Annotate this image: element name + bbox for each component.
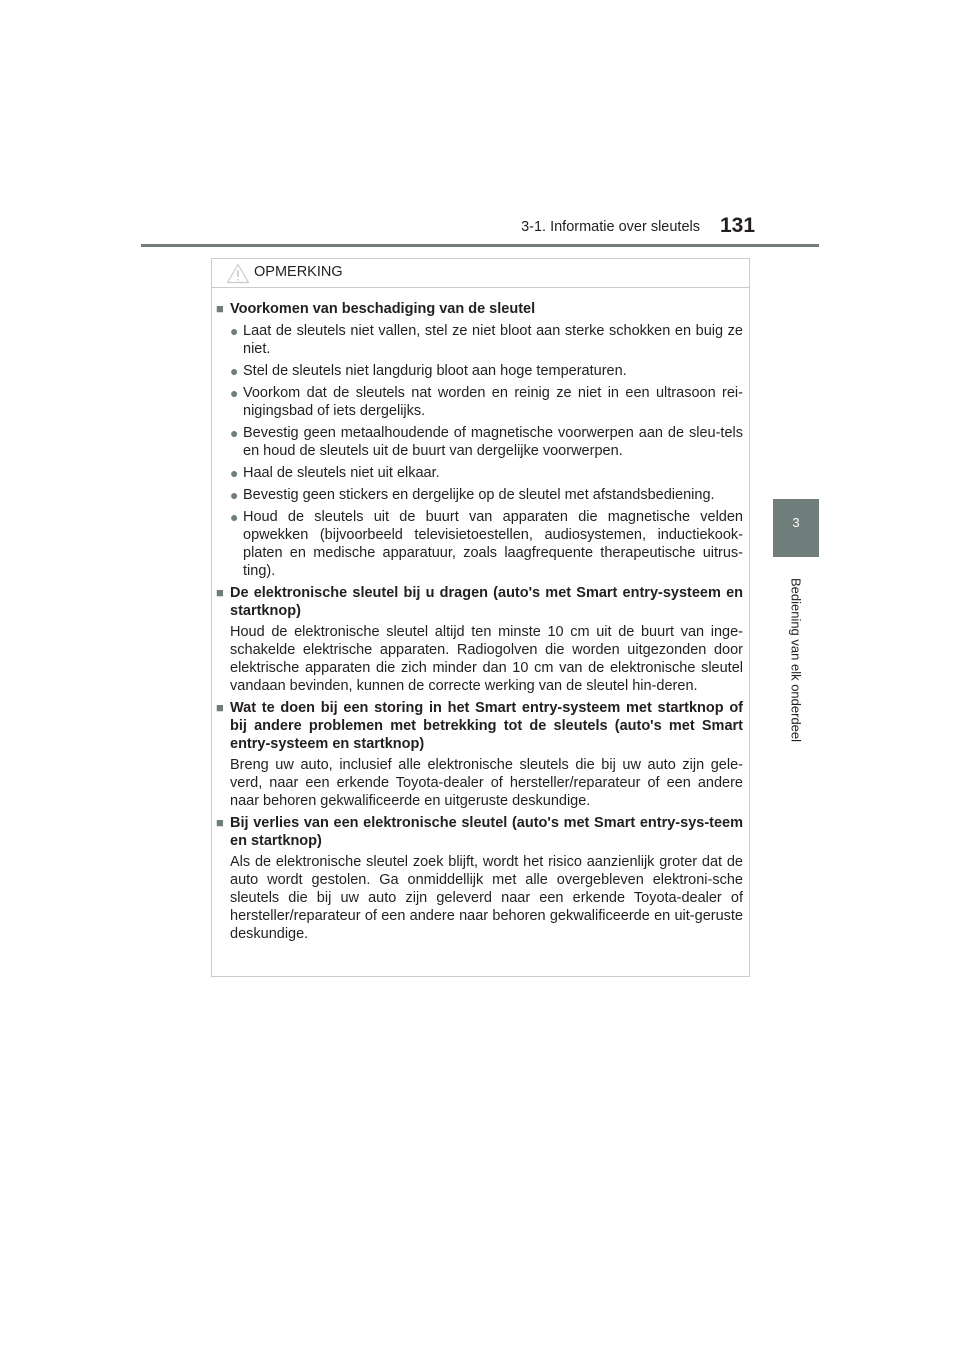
- section-heading: ■ Wat te doen bij een storing in het Smart entry-systeem met startknop of bij andere problemen met betrekking tot de sleutels (auto's met Smart entry-systeem en startknop): [216, 700, 743, 752]
- round-bullet-icon: ●: [230, 385, 239, 401]
- section-text: Houd de elektronische sleutel altijd ten minste 10 cm uit de buurt van inge-schakelde elektrische apparaten. Radiogolven die worden uitgezonden door elektrische apparaten die zich minder dan 10 cm van de elektronische sleutel vandaan bevinden, kunnen de correcte werking van de sleutel hin-deren.: [230, 624, 743, 694]
- square-bullet-icon: ■: [216, 585, 224, 600]
- list-item: ● Bevestig geen stickers en dergelijke op de sleutel met afstandsbediening.: [230, 487, 715, 503]
- round-bullet-icon: ●: [230, 487, 239, 503]
- chapter-side-label: Bediening van elk onderdeel: [788, 577, 804, 743]
- list-item: ● Bevestig geen metaalhoudende of magnetische voorwerpen aan de sleu-tels en houd de sleutels uit de buurt van dergelijke voorwerpen.: [230, 425, 743, 459]
- round-bullet-icon: ●: [230, 363, 239, 379]
- chapter-tab-number: 3: [792, 515, 800, 530]
- notice-body: [212, 288, 749, 943]
- list-item: ● Haal de sleutels niet uit elkaar.: [230, 465, 440, 481]
- section-heading: ■ De elektronische sleutel bij u dragen (auto's met Smart entry-systeem en startknop): [216, 585, 743, 619]
- section-malfunction: [216, 699, 743, 810]
- warning-triangle-icon: [226, 263, 250, 284]
- section-key-damage: [216, 300, 743, 580]
- round-bullet-icon: ●: [230, 465, 239, 481]
- list-item: ● Stel de sleutels niet langdurig bloot aan hoge temperaturen.: [230, 363, 627, 379]
- round-bullet-icon: ●: [230, 323, 239, 339]
- square-bullet-icon: ■: [216, 301, 224, 316]
- section-text: Als de elektronische sleutel zoek blijft, wordt het risico aanzienlijk groter dat de auto wordt gestolen. Ga onmiddellijk met alle overgebleven elektroni-sche sleutels die bij uw auto zijn geleverd naar een erkende Toyota-dealer of hersteller/reparateur of een andere naar behoren gekwalificeerde en uit-geruste deskundige.: [230, 854, 743, 942]
- header-rule: [141, 244, 819, 247]
- page-number: 131: [720, 214, 756, 237]
- round-bullet-icon: ●: [230, 425, 239, 441]
- list-item: ● Houd de sleutels uit de buurt van apparaten die magnetische velden opwekken (bijvoorbeeld televisietoestellen, audiosystemen, inductiekook-platen en medische apparatuur, zoals laagfrequente therapeutische uitrus-ting).: [230, 509, 743, 579]
- header-title: 3-1. Informatie over sleutels: [521, 219, 700, 235]
- list-item: ● Laat de sleutels niet vallen, stel ze niet bloot aan sterke schokken en buig ze niet.: [230, 323, 743, 357]
- square-bullet-icon: ■: [216, 700, 224, 715]
- square-bullet-icon: ■: [216, 815, 224, 830]
- notice-title: OPMERKING: [254, 264, 343, 280]
- section-text: Breng uw auto, inclusief alle elektronische sleutels die bij uw auto zijn gele-verd, naar een erkende Toyota-dealer of hersteller/reparateur of een andere naar behoren gekwalificeerde en uitgeruste deskundige.: [230, 757, 743, 809]
- list-item: ● Voorkom dat de sleutels nat worden en reinig ze niet in een ultrasoon rei-nigingsbad of iets dergelijks.: [230, 385, 743, 419]
- round-bullet-icon: ●: [230, 509, 239, 525]
- section-heading: ■ Bij verlies van een elektronische sleutel (auto's met Smart entry-sys-teem en startknop): [216, 815, 743, 849]
- section-lost-key: [216, 814, 743, 943]
- notice-header: [212, 259, 749, 288]
- notice-box: [211, 258, 750, 977]
- section-carrying-key: [216, 584, 743, 695]
- section-heading: ■ Voorkomen van beschadiging van de sleutel: [216, 301, 536, 317]
